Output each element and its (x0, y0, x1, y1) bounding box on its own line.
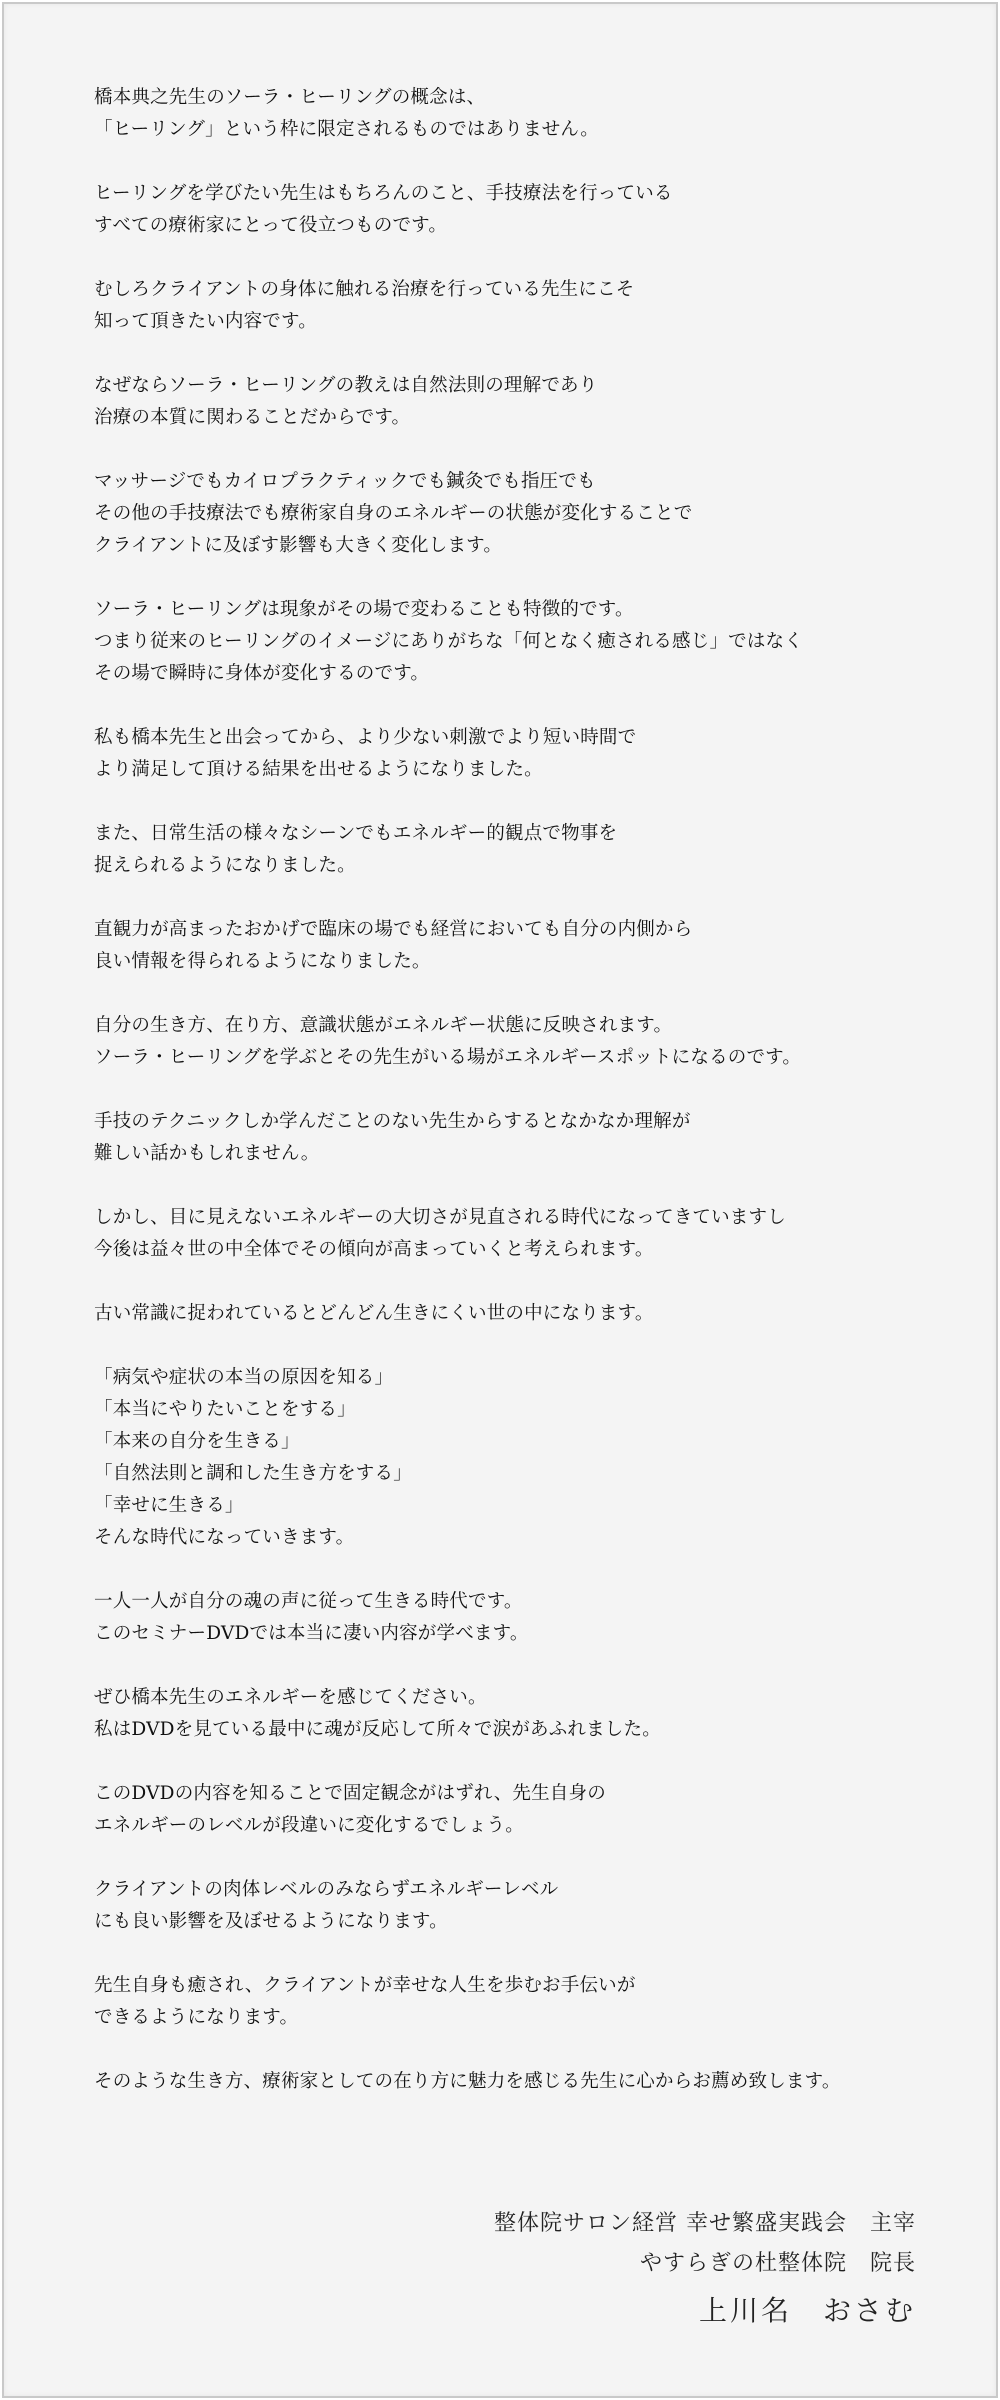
text-line: その他の手技療法でも療術家自身のエネルギーの状態が変化することで (94, 503, 693, 524)
text-line: ソーラ・ヒーリングを学ぶとその先生がいる場がエネルギースポットになるのです。 (94, 1047, 802, 1068)
text-line: 「本来の自分を生きる」 (94, 1431, 300, 1452)
text-line: クライアントに及ぼす影響も大きく変化します。 (94, 535, 503, 556)
text-line: マッサージでもカイロプラクティックでも鍼灸でも指圧でも (94, 471, 596, 492)
paragraph (94, 1586, 954, 1650)
paragraph (94, 178, 954, 242)
text-line: にも良い影響を及ぼせるようになります。 (94, 1911, 448, 1932)
text-line: 良い情報を得られるようになりました。 (94, 951, 431, 972)
paragraph (94, 274, 954, 338)
text-line: 一人一人が自分の魂の声に従って生きる時代です。 (94, 1591, 523, 1612)
signature-block (494, 2204, 916, 2336)
text-line: ぜひ橋本先生のエネルギーを感じてください。 (94, 1687, 487, 1708)
text-line: 「自然法則と調和した生き方をする」 (94, 1463, 412, 1484)
paragraph (94, 594, 954, 690)
text-line: ソーラ・ヒーリングは現象がその場で変わることも特徴的です。 (94, 599, 634, 620)
text-line: つまり従来のヒーリングのイメージにありがちな「何となく癒される感じ」ではなく (94, 631, 803, 652)
text-line: 「幸せに生きる」 (94, 1495, 244, 1516)
paragraph (94, 1778, 954, 1842)
signature-title-line-1: 整体院サロン経営 幸せ繁盛実践会 主宰 (494, 2211, 916, 2236)
text-line: 知って頂きたい内容です。 (94, 311, 317, 332)
paragraph (94, 466, 954, 562)
text-line: また、日常生活の様々なシーンでもエネルギー的観点で物事を (94, 823, 618, 844)
text-line: なぜならソーラ・ヒーリングの教えは自然法則の理解であり (94, 375, 598, 396)
text-line: 古い常識に捉われているとどんどん生きにくい世の中になります。 (94, 1303, 654, 1324)
paragraph (94, 914, 954, 978)
text-line: 橋本典之先生のソーラ・ヒーリングの概念は、 (94, 87, 486, 108)
text-line: そんな時代になっていきます。 (94, 1527, 355, 1548)
text-line: 直観力が高まったおかげで臨床の場でも経営においても自分の内側から (94, 919, 693, 940)
text-line: 「病気や症状の本当の原因を知る」 (94, 1367, 394, 1388)
text-line: このセミナーDVDでは本当に凄い内容が学べます。 (94, 1623, 529, 1644)
text-line: しかし、目に見えないエネルギーの大切さが見直される時代になってきていますし (94, 1207, 786, 1228)
paragraph (94, 370, 954, 434)
paragraph (94, 1970, 954, 2034)
testimonial-body (94, 82, 954, 2130)
text-line: できるようになります。 (94, 2007, 299, 2028)
document-page (2, 2, 998, 2398)
text-line: 私も橋本先生と出会ってから、より少ない刺激でより短い時間で (94, 727, 637, 748)
paragraph (94, 82, 954, 146)
text-line: 先生自身も癒され、クライアントが幸せな人生を歩むお手伝いが (94, 1975, 636, 1996)
paragraph (94, 1298, 954, 1330)
text-line: このDVDの内容を知ることで固定観念がはずれ、先生自身の (94, 1783, 606, 1804)
text-line: その場で瞬時に身体が変化するのです。 (94, 663, 430, 684)
text-line: クライアントの肉体レベルのみならずエネルギーレベル (94, 1879, 559, 1900)
signature-title-line-2: やすらぎの杜整体院 院長 (639, 2251, 916, 2276)
paragraph (94, 722, 954, 786)
paragraph (94, 1010, 954, 1074)
text-line: 手技のテクニックしか学んだことのない先生からするとなかなか理解が (94, 1111, 691, 1132)
text-line: より満足して頂ける結果を出せるようになりました。 (94, 759, 543, 780)
signature-name: 上川名 おさむ (698, 2294, 916, 2327)
text-line: 自分の生き方、在り方、意識状態がエネルギー状態に反映されます。 (94, 1015, 673, 1036)
text-line: 「ヒーリング」という枠に限定されるものではありません。 (94, 119, 599, 140)
text-line: そのような生き方、療術家としての在り方に魅力を感じる先生に心からお薦め致します。 (94, 2071, 841, 2092)
paragraph (94, 1202, 954, 1266)
paragraph (94, 1874, 954, 1938)
text-line: エネルギーのレベルが段違いに変化するでしょう。 (94, 1815, 524, 1836)
text-line: すべての療術家にとって役立つものです。 (94, 215, 448, 236)
paragraph (94, 818, 954, 882)
paragraph (94, 1682, 954, 1746)
paragraph (94, 1106, 954, 1170)
paragraph (94, 1362, 954, 1554)
text-line: むしろクライアントの身体に触れる治療を行っている先生にこそ (94, 279, 635, 300)
text-line: ヒーリングを学びたい先生はもちろんのこと、手技療法を行っている (94, 183, 673, 204)
text-line: 私はDVDを見ている最中に魂が反応して所々で涙があふれました。 (94, 1719, 661, 1740)
text-line: 捉えられるようになりました。 (94, 855, 356, 876)
paragraph (94, 2066, 954, 2098)
text-line: 「本当にやりたいことをする」 (94, 1399, 356, 1420)
text-line: 治療の本質に関わることだからです。 (94, 407, 411, 428)
text-line: 今後は益々世の中全体でその傾向が高まっていくと考えられます。 (94, 1239, 654, 1260)
text-line: 難しい話かもしれません。 (94, 1143, 320, 1164)
